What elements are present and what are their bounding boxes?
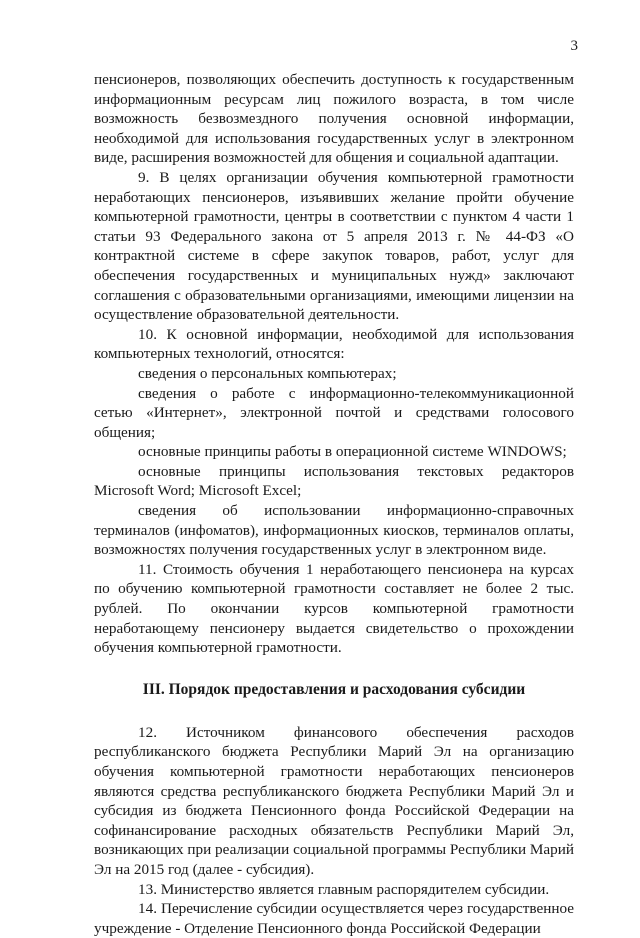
paragraph-continuation: пенсионеров, позволяющих обеспечить доступность к государственным информационным ресурсам лиц пожилого возраста, в том числе возможность безвозмездного получения основной информации, необходимой для использования государственных услуг в электронном виде, расширения возможностей для общения и социальной адаптации. — [94, 71, 574, 167]
list-item: основные принципы использования текстовых редакторов Microsoft Word; Microsoft Excel; — [94, 462, 574, 500]
paragraph-item-14: 14. Перечисление субсидии осуществляется через государственное учреждение - Отделение Пенсионного фонда Российской Федерации — [94, 900, 574, 937]
paragraph-item-11: 11. Стоимость обучения 1 неработающего пенсионера на курсах по обучению компьютерной грамотности составляет не более 2 тыс. рублей. По окончании курсов компьютерной грамотности неработающему пенсионеру выдается свидетельство о прохождении обучения компьютерной грамотности. — [94, 560, 574, 657]
paragraph-item-13: 13. Министерство является главным распорядителем субсидии. — [138, 880, 550, 898]
list-item: основные принципы работы в операционной системе WINDOWS; — [138, 443, 567, 461]
list-item: сведения об использовании информационно-справочных терминалов (инфоматов), информационных киосков, терминалов оплаты, возможностях получения государственных услуг в электронном виде. — [94, 502, 574, 559]
page-number: 3 — [570, 38, 578, 54]
document-body — [94, 70, 574, 938]
paragraph-item-12: 12. Источником финансового обеспечения расходов республиканского бюджета Республики Марий Эл на организацию обучения компьютерной грамотности неработающих пенсионеров являются средства республиканского бюджета Республики Марий Эл и субсидия из бюджета Пенсионного фонда Российской Федерации на софинансирование расходных обязательств Республики Марий Эл, возникающих при реализации социальной программы Республики Марий Эл на 2015 год (далее - субсидия). — [94, 723, 574, 878]
section-heading: III. Порядок предоставления и расходования субсидии — [142, 680, 526, 698]
list-item: сведения о работе с информационно-телекоммуникационной сетью «Интернет», электронной почтой и средствами голосового общения; — [94, 384, 574, 441]
list-item: сведения о персональных компьютерах; — [138, 364, 397, 382]
paragraph-item-9: 9. В целях организации обучения компьютерной грамотности неработающих пенсионеров, изъявивших желание пройти обучение компьютерной грамотности, центры в соответствии с пунктом 4 части 1 статьи 93 Федерального закона от 5 апреля 2013 г. № 44-ФЗ «О контрактной системе в сфере закупок товаров, работ, услуг для обеспечения государственных и муниципальных нужд» заключают соглашения с образовательными организациями, имеющими лицензии на осуществление образовательной деятельности. — [94, 168, 574, 324]
paragraph-item-10: 10. К основной информации, необходимой для использования компьютерных технологий, относятся: — [94, 325, 574, 363]
